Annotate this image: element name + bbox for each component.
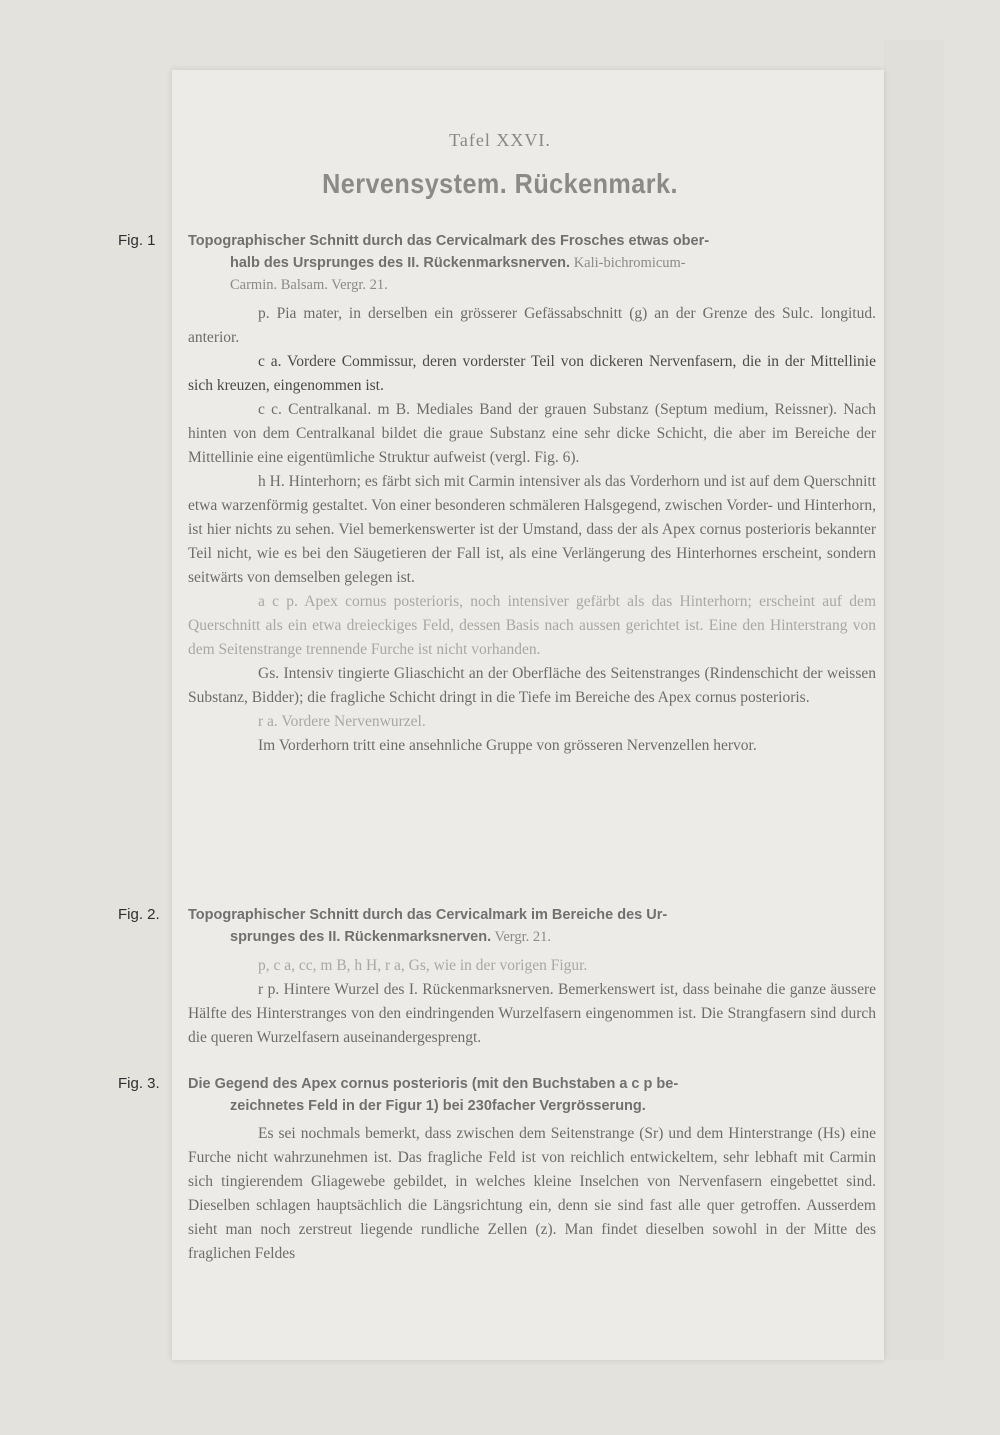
fig-1-heading-line-2-tail: Kali-bichromicum- (570, 255, 686, 271)
fig-3-paragraph: Es sei nochmals bemerkt, dass zwischen dem Seitenstrange (Sr) und dem Hinterstrange (Hs) eine Furche nicht wahrzunehmen ist. Das fragliche Feld ist von reichlich entwickeltem, sehr lebhaft mit Carmin sich tingierendem Gliagewebe gebildet, in welches kleine Inselchen von Nervenfasern eingebettet sind. Dieselben schlagen hauptsächlich die Längsrichtung ein, denn sie sind fast alle quer getroffen. Ausserdem sieht man noch zerstreut liegende rundliche Zellen (z). Man findet dieselben sowohl in der Mitte des fraglichen Feldes (188, 1125, 876, 1262)
fig-1-heading (188, 230, 878, 296)
plate-number: Tafel XXVI. (449, 130, 551, 150)
fig-2-heading (188, 904, 878, 948)
fig-1-heading-line-1: Topographischer Schnitt durch das Cervicalmark des Frosches etwas ober- (188, 233, 710, 249)
fig-1-heading-line-3: Carmin. Balsam. Vergr. 21. (230, 277, 388, 293)
fig-1-heading-line-2-bold: halb des Ursprunges des II. Rückenmarksnerven. (230, 255, 571, 271)
fig-1-paragraph: c c. Centralkanal. m B. Mediales Band der grauen Substanz (Septum medium, Reissner). Nach hinten von dem Centralkanal bildet die graue Substanz eine sehr dicke Schicht, die aber im Bereiche der Mittellinie eine eigentümliche Struktur aufweist (vergl. Fig. 6). (188, 401, 876, 466)
fig-2-heading-line-2-bold: sprunges des II. Rückenmarksnerven. (230, 929, 492, 945)
fig-3-heading (188, 1073, 878, 1117)
fig-2-body (188, 954, 876, 1050)
page-title: Nervensystem. Rückenmark. (322, 168, 678, 199)
paper-edge (884, 40, 944, 1360)
fig-1-paragraph: c a. Vordere Commissur, deren vorderster Teil von dickeren Nervenfasern, die in der Mittellinie sich kreuzen, eingenommen ist. (188, 353, 876, 394)
fig-3-heading-line-2: zeichnetes Feld in der Figur 1) bei 230facher Vergrösserung. (230, 1098, 646, 1114)
fig-1-paragraph: a c p. Apex cornus posterioris, noch intensiver gefärbt als das Hinterhorn; erscheint auf dem Querschnitt als ein etwa dreieckiges Feld, dessen Basis nach aussen gerichtet ist. Eine den Hinterstrang von dem Seitenstrange trennende Furche ist nicht vorhanden. (188, 593, 876, 658)
fig-2-heading-line-2 (188, 926, 878, 948)
fig-2-heading-line-1: Topographischer Schnitt durch das Cervicalmark im Bereiche des Ur- (188, 907, 668, 923)
fig-1-paragraph: Gs. Intensiv tingierte Gliaschicht an der Oberfläche des Seitenstranges (Rindenschicht der weissen Substanz, Bidder); die fragliche Schicht dringt in die Tiefe im Bereiche des Apex cornus posterioris. (188, 665, 876, 706)
fig-3-body (188, 1122, 876, 1266)
fig-1-paragraph: Im Vorderhorn tritt eine ansehnliche Gruppe von grösseren Nervenzellen hervor. (258, 737, 757, 754)
fig-3-heading-line-1: Die Gegend des Apex cornus posterioris (mit den Buchstaben a c p be- (188, 1076, 679, 1092)
fig-1-body (188, 302, 876, 758)
fig-2-paragraph: p, c a, cc, m B, h H, r a, Gs, wie in der vorigen Figur. (258, 957, 588, 974)
fig-2-heading-line-2-tail: Vergr. 21. (491, 929, 551, 945)
fig-3-label: Fig. 3. (118, 1075, 160, 1092)
fig-1-paragraph: h H. Hinterhorn; es färbt sich mit Carmin intensiver als das Vorderhorn und ist auf dem Querschnitt etwa warzenförmig gestaltet. Von einer besonderen schmäleren Halsgegend, zwischen Vorder- und Hinterhorn, ist hier nichts zu sehen. Viel bemerkenswerter ist der Umstand, dass der als Apex cornus posterioris bekannter Teil nicht, wie es bei den Säugetieren der Fall ist, als eine Verlängerung des Hinterhornes erscheint, sondern seitwärts von demselben gelegen ist. (188, 473, 876, 586)
fig-1-paragraph: p. Pia mater, in derselben ein grösserer Gefässabschnitt (g) an der Grenze des Sulc. longitud. anterior. (188, 305, 876, 346)
fig-1-heading-line-2 (188, 252, 878, 274)
fig-1-label: Fig. 1 (118, 232, 156, 249)
fig-2-paragraph: r p. Hintere Wurzel des I. Rückenmarksnerven. Bemerkenswert ist, dass beinahe die ganze äussere Hälfte des Hinterstranges von den eindringenden Wurzelfasern eingenommen ist. Die Strangfasern sind durch die queren Wurzelfasern auseinandergesprengt. (188, 981, 876, 1046)
fig-2-label: Fig. 2. (118, 906, 160, 923)
fig-1-paragraph: r a. Vordere Nervenwurzel. (258, 713, 426, 730)
